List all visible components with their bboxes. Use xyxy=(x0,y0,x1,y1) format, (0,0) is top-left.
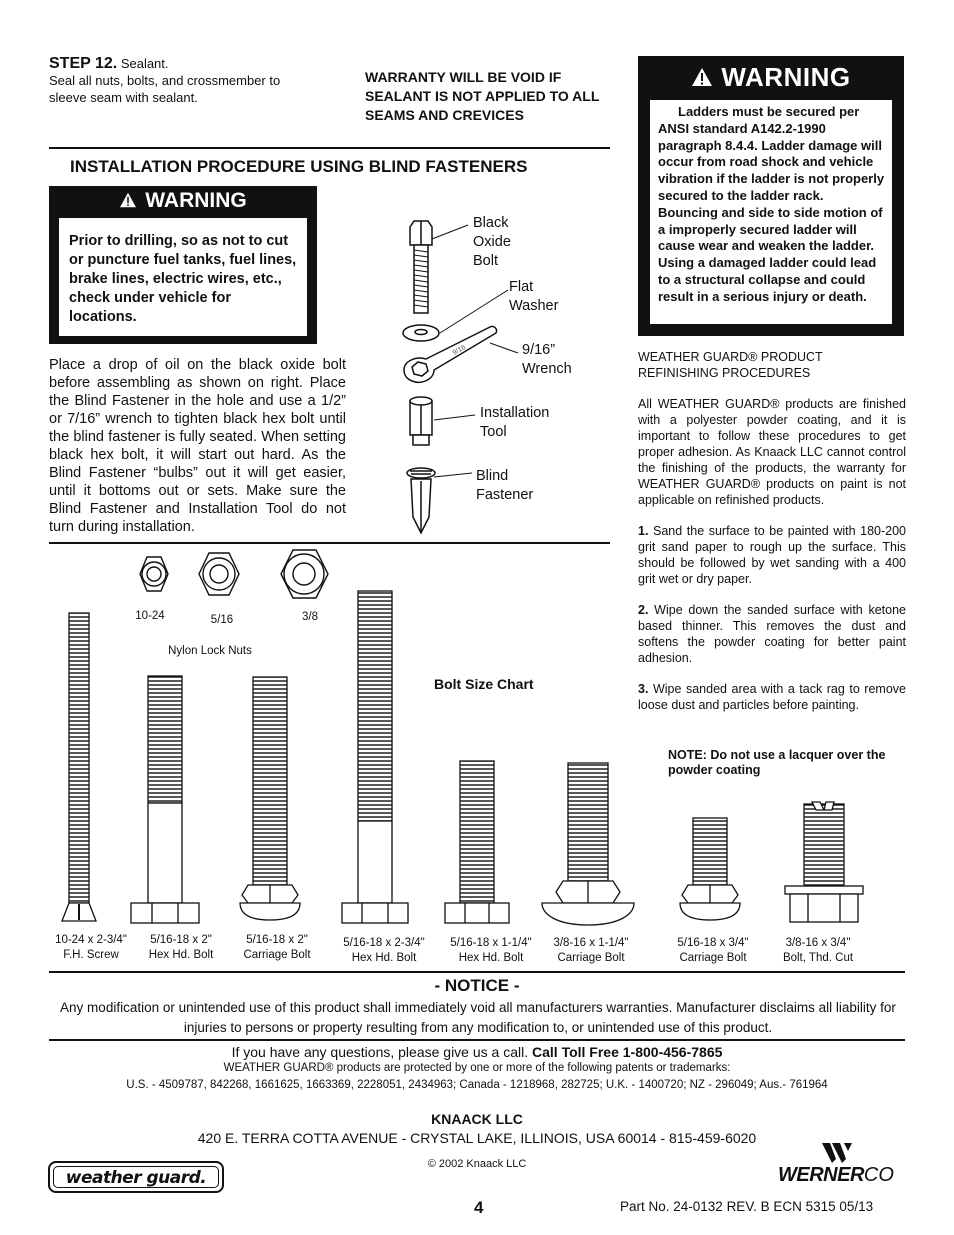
step-label: STEP 12. xyxy=(49,55,118,72)
black-oxide-bolt-icon xyxy=(410,221,432,313)
nylon-lock-nuts-label: Nylon Lock Nuts xyxy=(168,645,252,657)
bolt-hex-2-3-4in-icon xyxy=(342,591,408,923)
bolt-carriage-3-4in-icon xyxy=(680,818,740,920)
section-divider xyxy=(49,147,610,149)
wrench-marking: 9/16 xyxy=(451,344,467,357)
questions-text: If you have any questions, please give us a call. xyxy=(231,1044,529,1060)
section-divider xyxy=(49,1039,905,1041)
label-flat-washer: Flat Washer xyxy=(509,279,559,314)
bolt-label: 3/8-16 x 3/4" Bolt, Thd. Cut xyxy=(782,937,854,964)
notice-title: - NOTICE - xyxy=(434,976,520,995)
nut-5-16-icon xyxy=(199,553,239,595)
installation-title: INSTALLATION PROCEDURE USING BLIND FASTENERS xyxy=(70,157,528,176)
ladder-warning-box xyxy=(638,56,904,336)
bolt-label: 5/16-18 x 2" Hex Hd. Bolt xyxy=(148,934,214,961)
refinishing-step-1: 1. Sand the surface to be painted with 180-200 grit sand paper to rough up the surface. This should be followed by wet sanding with a 400 grit wet or dry paper. xyxy=(638,524,906,586)
drilling-warning-title: WARNING xyxy=(145,189,247,212)
nut-3-8-icon xyxy=(281,550,328,598)
section-divider xyxy=(49,542,610,544)
nut-10-24-icon xyxy=(140,557,168,591)
bolt-carriage-2in-icon xyxy=(240,677,300,920)
section-divider xyxy=(49,971,905,973)
patents-list: U.S. - 4509787, 842268, 1661625, 1663369, 2228051, 2434963; Canada - 1218968, 282725; U.K. - 1400720; NZ - 296049; Aus.- 761964 xyxy=(126,1079,828,1091)
bolt-size-chart-title: Bolt Size Chart xyxy=(434,676,534,692)
nut-size-10-24: 10-24 xyxy=(135,610,165,622)
warning-triangle-icon xyxy=(119,192,137,208)
blind-fastener-icon xyxy=(407,468,435,533)
warning-triangle-icon xyxy=(691,67,713,87)
company-address: 420 E. TERRA COTTA AVENUE - CRYSTAL LAKE, ILLINOIS, USA 60014 - 815-459-6020 xyxy=(197,1130,757,1146)
label-wrench: 9/16” Wrench xyxy=(522,342,572,377)
nut-size-3-8: 3/8 xyxy=(302,611,318,623)
installation-tool-icon xyxy=(410,397,432,445)
ladder-warning-text: Ladders must be secured per ANSI standard A142.2-1990 paragraph 8.4.4. Ladder damage will occur from road shock and vehicle vibration if the ladder is not properly secured to the ladder rack. Bouncing and side to side motion of a improperly secured ladder will cause wear and weaken the ladder. Using a damaged ladder could lead to a structural collapse and could result in a serious injury or death. xyxy=(658,104,885,304)
label-installation-tool: Installation Tool xyxy=(480,405,550,440)
drilling-warning-text: Prior to drilling, so as not to cut or puncture fuel tanks, fuel lines, brake lines, electric wires, etc., check under vehicle for locations. xyxy=(69,233,297,325)
notice-text: Any modification or unintended use of this product shall immediately void all manufacturers warranties. Manufacturer disclaims all liability for injuries to persons or property resulting from any modification to, or unintended use of this product. xyxy=(60,1000,896,1035)
warranty-notice: WARRANTY WILL BE VOID IF SEALANT IS NOT APPLIED TO ALL SEAMS AND CREVICES xyxy=(365,69,600,123)
bolt-label: 5/16-18 x 3/4" Carriage Bolt xyxy=(677,937,749,964)
step-12-section xyxy=(49,55,319,106)
flat-washer-icon xyxy=(403,325,439,341)
step-body: Seal all nuts, bolts, and crossmember to sleeve seam with sealant. xyxy=(49,73,281,105)
refinishing-step-3: 3. Wipe sanded area with a tack rag to remove loose dust and particles before painting. xyxy=(638,682,906,712)
refinishing-title: WEATHER GUARD® PRODUCT REFINISHING PROCEDURES xyxy=(638,350,823,380)
bolt-size-chart xyxy=(40,548,880,933)
refinishing-intro: All WEATHER GUARD® products are finished with a polyester powder coating, and it is important to follow these procedures to get proper adhesion. As Knaack LLC cannot control the finishing of the products, the warranty for WEATHER GUARD® products on paint is not applicable on refinished products. xyxy=(638,397,906,507)
copyright: © 2002 Knaack LLC xyxy=(427,1158,527,1170)
bolt-label: 5/16-18 x 1-1/4" Hex Hd. Bolt xyxy=(450,937,532,964)
company-name: KNAACK LLC xyxy=(431,1111,523,1127)
ladder-warning-title: WARNING xyxy=(721,62,851,92)
bolt-label: 3/8-16 x 1-1/4" Carriage Bolt xyxy=(553,937,629,964)
bolt-label: 5/16-18 x 2" Carriage Bolt xyxy=(243,934,311,961)
bolt-label: 5/16-18 x 2-3/4" Hex Hd. Bolt xyxy=(343,937,425,964)
tollfree-number: Call Toll Free 1-800-456-7865 xyxy=(532,1044,723,1060)
weather-guard-logo: weather guard. xyxy=(48,1161,224,1193)
refinishing-note: NOTE: Do not use a lacquer over the powder coating xyxy=(668,748,886,777)
bolt-fh-screw-icon xyxy=(62,613,96,921)
label-blind-fastener: Blind Fastener xyxy=(476,468,534,503)
installation-paragraph: Place a drop of oil on the black oxide bolt before assembling as shown on right. Place the Blind Fastener in the hole and use a 1/2” or 7/16” wrench to tighten black hex bolt until the blind fastener is fully seated. When setting black hex bolt, it will start out hard. As the Blind Fastener “bulbs” out it will get easier, until it bottoms out or sets. Make sure the Blind Fastener and Installation Tool do not turn during installation. xyxy=(49,357,346,535)
bolt-label: 10-24 x 2-3/4" F.H. Screw xyxy=(55,934,127,961)
nut-size-5-16: 5/16 xyxy=(210,614,234,626)
label-black-oxide-bolt: Black Oxide Bolt xyxy=(473,215,511,269)
step-title: Sealant. xyxy=(120,56,169,71)
drilling-warning-header xyxy=(49,189,317,213)
bolt-carriage-1-1-4in-icon xyxy=(542,763,634,925)
part-number: Part No. 24-0132 REV. B ECN 5315 05/13 xyxy=(620,1199,874,1214)
drilling-warning-box xyxy=(49,186,317,344)
werner-co-logo: WERNERCO xyxy=(778,1164,894,1186)
bolt-hex-2in-icon xyxy=(131,676,199,923)
bolt-hex-1-1-4in-icon xyxy=(445,761,509,923)
werner-ladder-mark-icon xyxy=(822,1143,852,1163)
page-number: 4 xyxy=(474,1198,484,1217)
contact-line xyxy=(0,1044,954,1060)
ladder-warning-header xyxy=(638,62,904,93)
patents-intro: WEATHER GUARD® products are protected by one or more of the following patents or trademarks: xyxy=(223,1062,731,1074)
bolt-thread-cut-icon xyxy=(785,802,863,922)
refinishing-step-2: 2. Wipe down the sanded surface with ketone based thinner. This removes the dust and softens the powder coating for better paint adhesion. xyxy=(638,603,906,665)
